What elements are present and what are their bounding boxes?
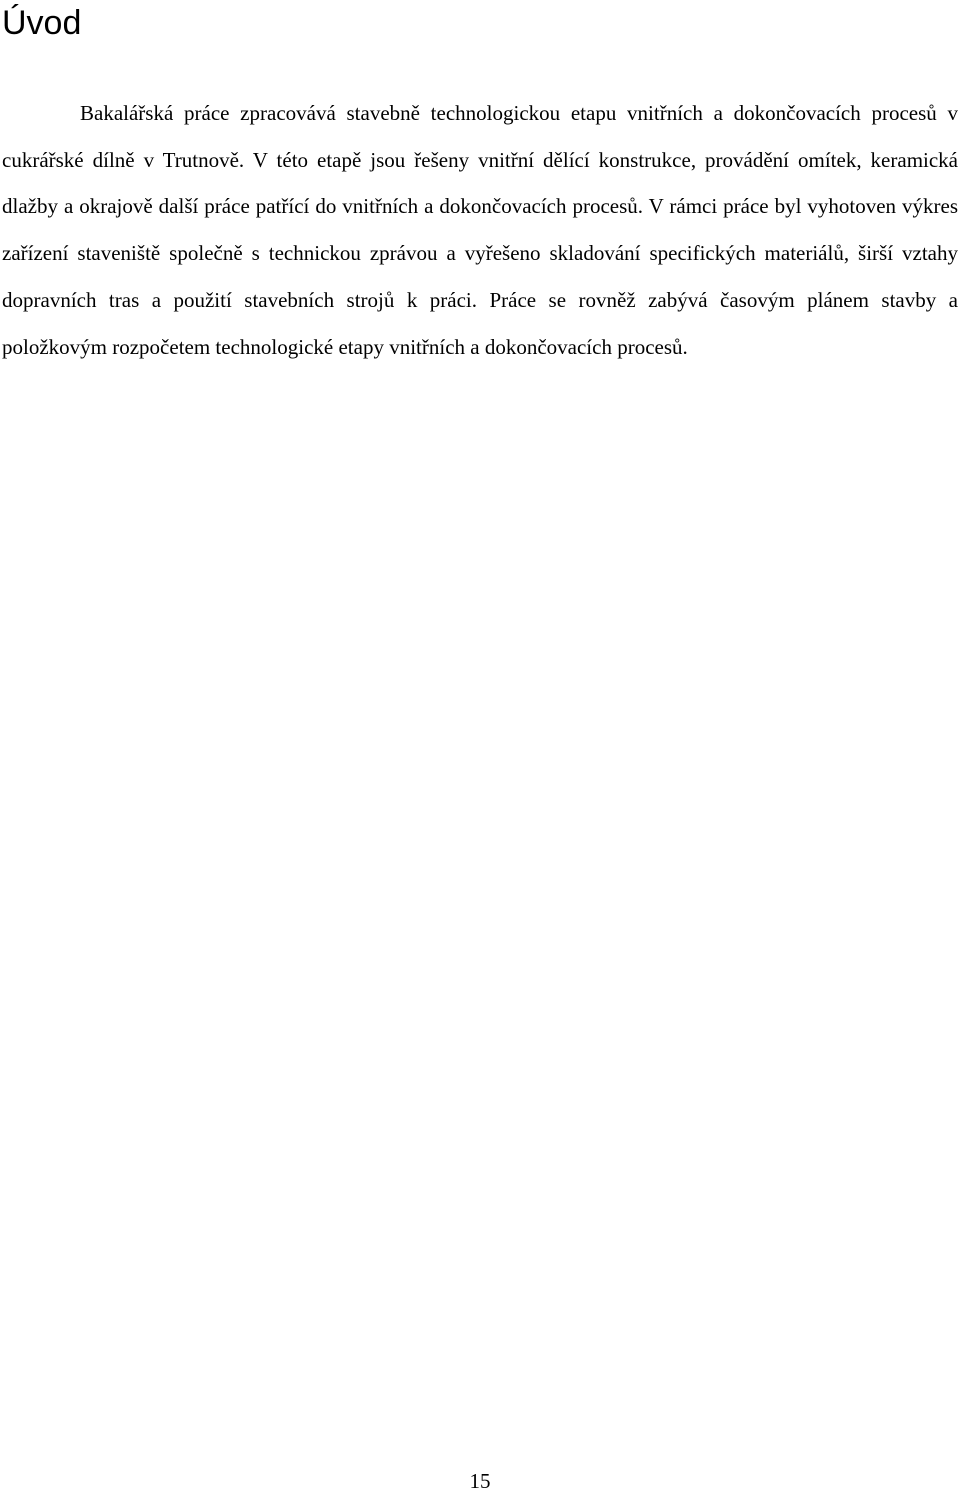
page-title: Úvod (2, 4, 82, 42)
intro-paragraph: Bakalářská práce zpracovává stavebně technologickou etapu vnitřních a dokončovacích procesů v cukrářské dílně v Trutnově. V této etapě jsou řešeny vnitřní dělící konstrukce, provádění omítek, keramická dlažby a okrajově další práce patřící do vnitřních a dokončovacích procesů. V rámci práce byl vyhotoven výkres zařízení staveniště společně s technickou zprávou a vyřešeno skladování specifických materiálů, širší vztahy dopravních tras a použití stavebních strojů k práci. Práce se rovněž zabývá časovým plánem stavby a položkovým rozpočetem technologické etapy vnitřních a dokončovacích procesů. (2, 101, 958, 359)
page-number: 15 (469, 1469, 491, 1493)
